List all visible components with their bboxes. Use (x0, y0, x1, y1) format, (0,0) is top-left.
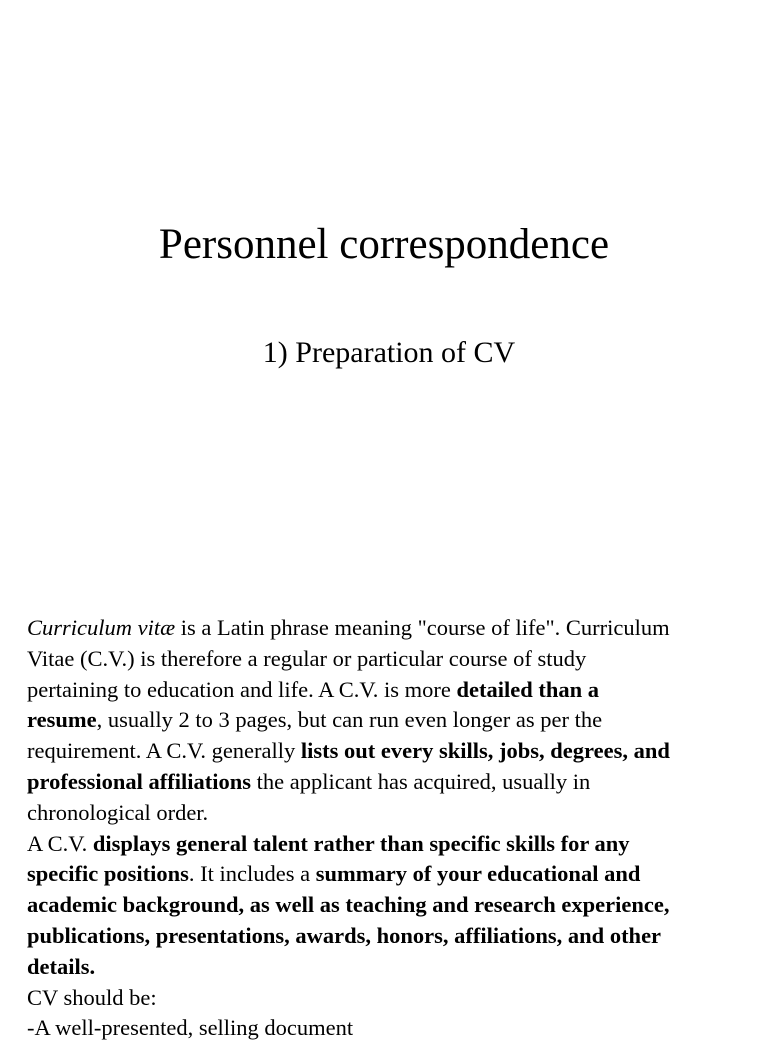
emphasis: professional affiliations (27, 768, 251, 794)
emphasis: academic background, as well as teaching and research experience, (27, 892, 670, 918)
body-line-11 (27, 921, 767, 952)
body-line-7: chronological order. (27, 799, 209, 825)
body-line-6: professional affiliations the applicant has acquired, usually in (27, 768, 591, 794)
cv-description (27, 613, 767, 1044)
body-line-13: CV should be: (27, 984, 157, 1010)
body-line-4: resume, usually 2 to 3 pages, but can run even longer as per the (27, 707, 603, 733)
body-line-2: Vitae (C.V.) is therefore a regular or particular course of study (27, 645, 587, 671)
emphasis: lists out every skills, jobs, degrees, and (300, 738, 670, 764)
body-line-3: pertaining to education and life. A C.V. is more detailed than a (27, 676, 600, 702)
body-line-12 (27, 952, 767, 983)
emphasis: displays general talent rather than specific skills for any (92, 830, 630, 856)
body-line-8: A C.V. displays general talent rather than specific skills for any (27, 830, 630, 856)
emphasis: specific positions (27, 861, 189, 887)
emphasis: resume (27, 707, 97, 733)
body-line-10 (27, 890, 767, 921)
body-line-5: requirement. A C.V. generally lists out every skills, jobs, degrees, and (27, 738, 670, 764)
body-line-14: -A well-presented, selling document (27, 1015, 354, 1041)
emphasis: publications, presentations, awards, honors, affiliations, and other (27, 922, 662, 948)
body-line-9: specific positions. It includes a summary of your educational and (27, 861, 641, 887)
latin-term: Curriculum vitæ (27, 615, 176, 640)
emphasis: detailed than a (456, 676, 600, 702)
slide-subtitle: 1) Preparation of CV (262, 336, 516, 369)
emphasis: details. (27, 953, 96, 979)
body-line-1: Curriculum vitæ is a Latin phrase meaning "course of life". Curriculum (27, 615, 670, 640)
emphasis: summary of your educational and (315, 861, 641, 887)
slide-title: Personnel correspondence (158, 221, 610, 268)
